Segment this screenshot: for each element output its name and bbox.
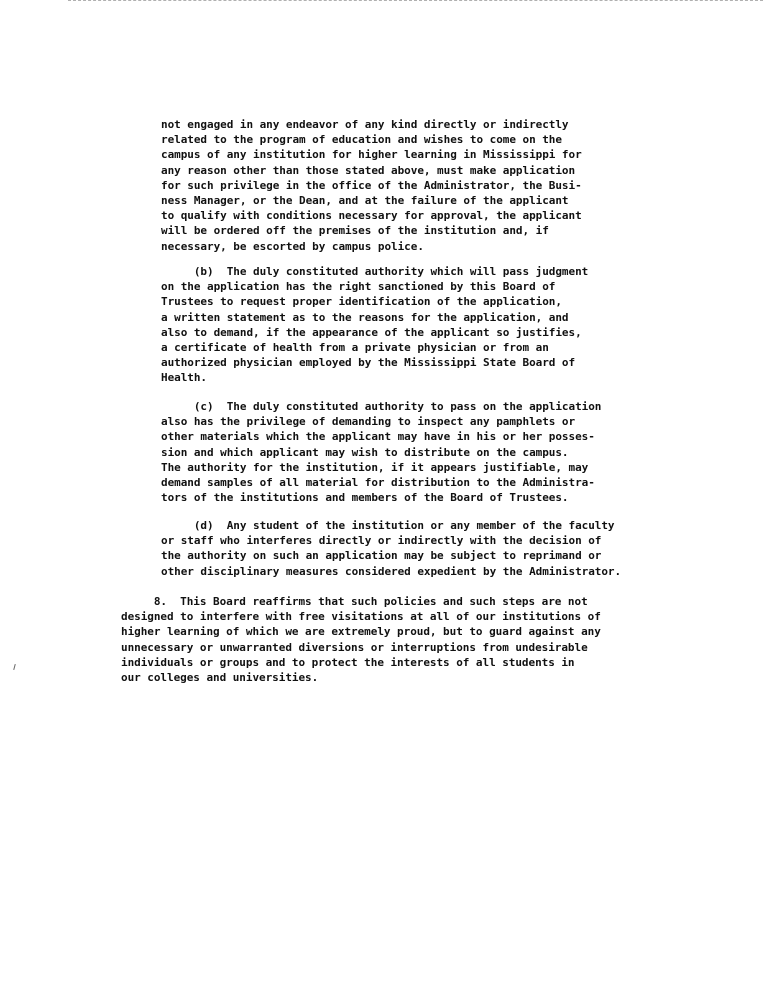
text-line: related to the program of education and wishes to come on the xyxy=(161,133,562,147)
paragraph-d xyxy=(161,518,621,579)
text-line: 8. This Board reaffirms that such policies and such steps are not xyxy=(121,595,588,608)
text-line: also to demand, if the appearance of the applicant so justifies, xyxy=(161,325,582,339)
scan-speck xyxy=(13,664,16,670)
text-line: higher learning of which we are extremely proud, but to guard against any xyxy=(121,625,601,639)
text-line: tors of the institutions and members of the Board of Trustees. xyxy=(161,491,569,505)
text-line: The authority for the institution, if it appears justifiable, may xyxy=(161,460,589,474)
text-line: the authority on such an application may be subject to reprimand or xyxy=(161,549,602,563)
text-line: other disciplinary measures considered expedient by the Administrator. xyxy=(161,564,622,578)
text-line: any reason other than those stated above, must make application xyxy=(161,163,576,177)
text-line: (d) Any student of the institution or any member of the faculty xyxy=(161,519,615,532)
text-line: on the application has the right sanctioned by this Board of xyxy=(161,280,556,294)
text-line: other materials which the applicant may have in his or her posses- xyxy=(161,430,595,444)
text-line: necessary, be escorted by campus police. xyxy=(161,239,424,253)
text-line: campus of any institution for higher learning in Mississippi for xyxy=(161,148,582,162)
text-line: individuals or groups and to protect the interests of all students in xyxy=(121,655,575,669)
text-line: to qualify with conditions necessary for approval, the applicant xyxy=(161,209,582,223)
text-line: (b) The duly constituted authority which will pass judgment xyxy=(161,265,589,278)
text-line: demand samples of all material for distribution to the Administra- xyxy=(161,476,595,490)
paragraph-c xyxy=(161,399,601,505)
text-line: for such privilege in the office of the Administrator, the Busi- xyxy=(161,178,582,192)
text-line: or staff who interferes directly or indirectly with the decision of xyxy=(161,534,602,548)
text-line: authorized physician employed by the Mississippi State Board of xyxy=(161,356,576,370)
text-line: a written statement as to the reasons for the application, and xyxy=(161,310,569,324)
text-line: will be ordered off the premises of the institution and, if xyxy=(161,224,549,238)
text-line: designed to interfere with free visitations at all of our institutions of xyxy=(121,610,601,624)
text-line: unnecessary or unwarranted diversions or interruptions from undesirable xyxy=(121,640,588,654)
text-line: a certificate of health from a private physician or from an xyxy=(161,341,549,355)
text-line: not engaged in any endeavor of any kind directly or indirectly xyxy=(161,118,569,131)
paragraph-continuation xyxy=(161,117,582,254)
text-line: sion and which applicant may wish to distribute on the campus. xyxy=(161,445,569,459)
text-line: Trustees to request proper identification of the application, xyxy=(161,295,562,309)
text-line: Health. xyxy=(161,371,208,385)
paragraph-item-8 xyxy=(121,594,601,685)
text-line: (c) The duly constituted authority to pass on the application xyxy=(161,400,602,413)
text-line: also has the privilege of demanding to inspect any pamphlets or xyxy=(161,415,576,429)
text-line: ness Manager, or the Dean, and at the failure of the applicant xyxy=(161,194,569,208)
text-line: our colleges and universities. xyxy=(121,671,319,685)
paragraph-b xyxy=(161,264,588,386)
